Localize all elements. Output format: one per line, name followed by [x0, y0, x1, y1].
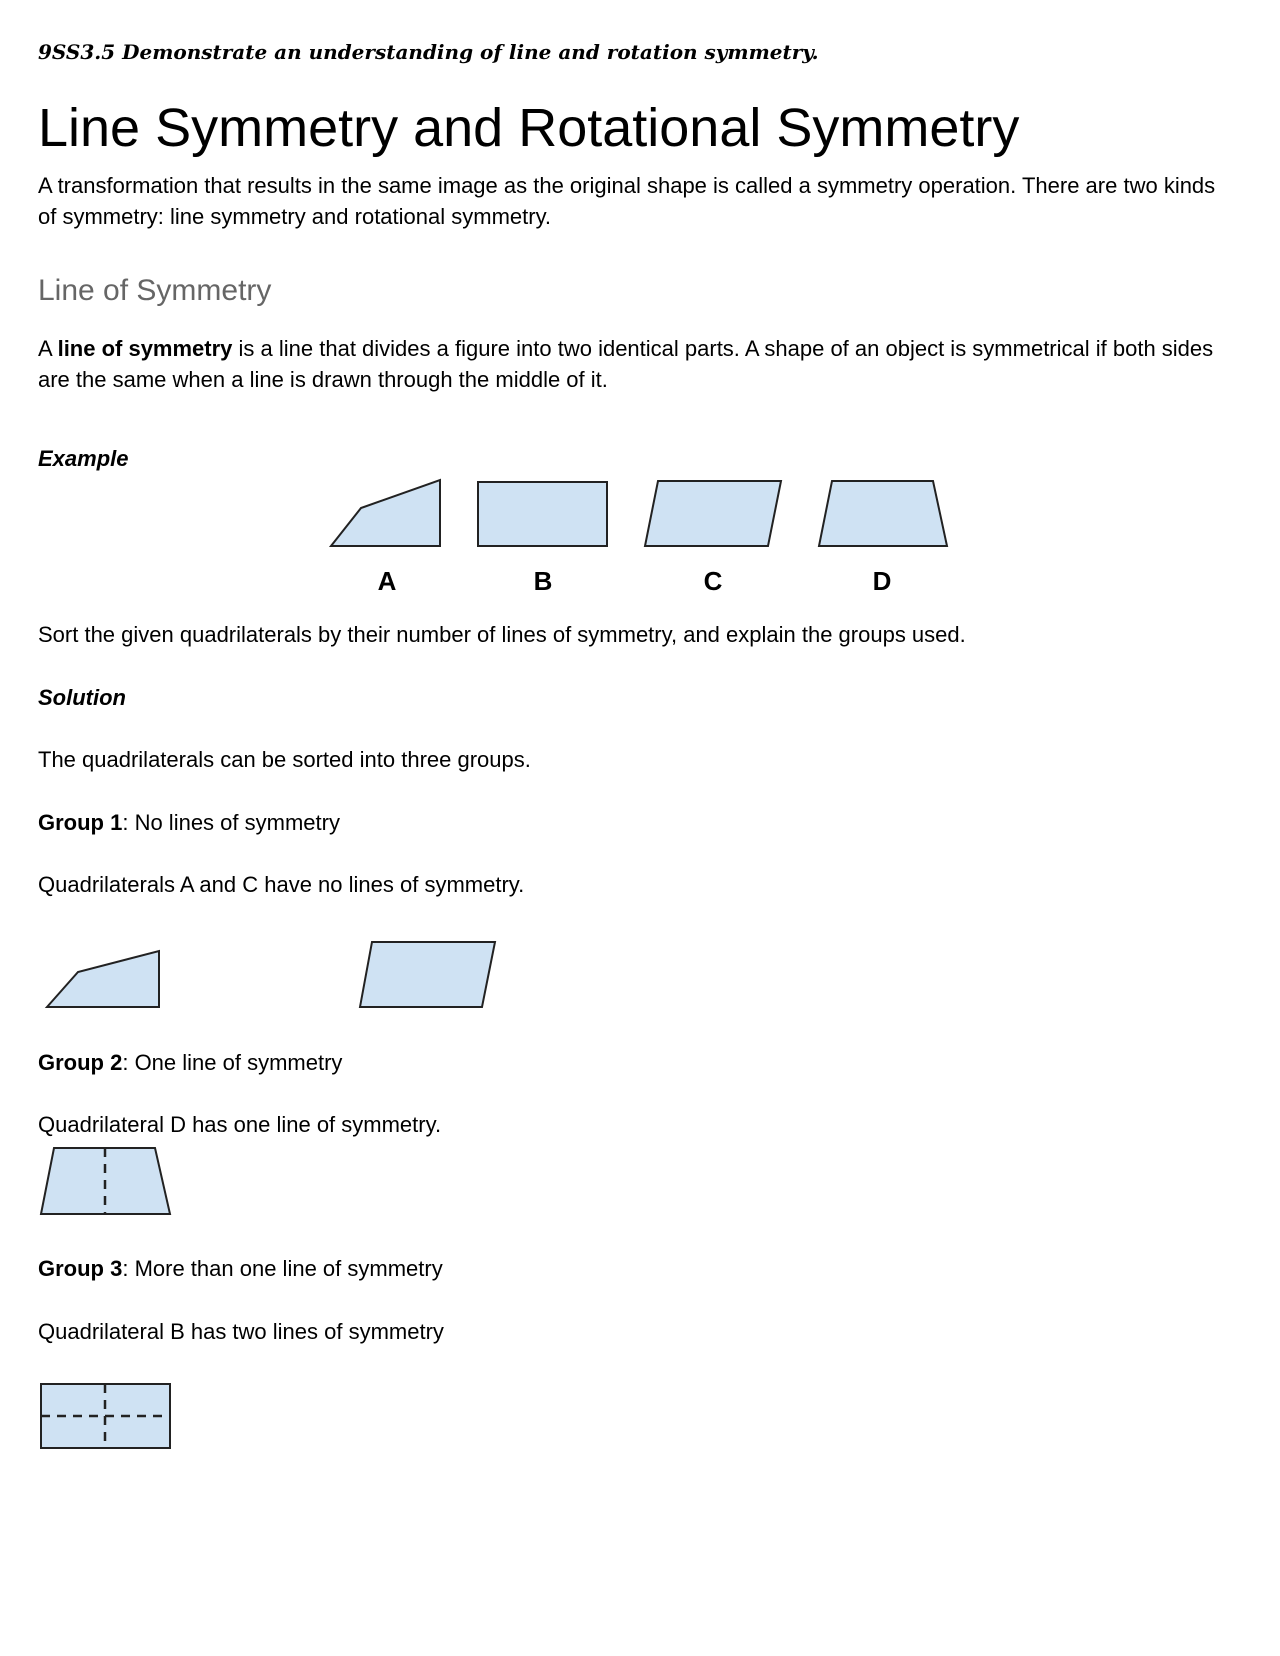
definition-term: line of symmetry	[57, 336, 233, 361]
group-1-label: Group 1	[38, 810, 123, 835]
solution-intro: The quadrilaterals can be sorted into three groups.	[38, 747, 531, 772]
intro-paragraph: A transformation that results in the same image as the original shape is called a symmetry operation. There are two kinds of symmetry: line symmetry and rotational symmetry.	[38, 173, 1216, 229]
group-1-quadrilateral-a	[47, 951, 159, 1007]
example-quadrilaterals-figure	[0, 0, 1280, 620]
group-2-label: Group 2	[38, 1050, 123, 1075]
group-1-quadrilateral-c	[360, 942, 495, 1007]
example-label: Example	[38, 446, 129, 471]
group-1-heading	[38, 810, 340, 836]
group-1-shapes-figure	[0, 920, 560, 1020]
group-2-heading	[38, 1050, 342, 1076]
group-3-heading	[38, 1256, 443, 1282]
group-1-description: Quadrilaterals A and C have no lines of symmetry.	[38, 872, 525, 897]
definition-prefix: A	[38, 336, 58, 361]
group-2-shape-figure	[0, 1140, 200, 1220]
definition-rest: is a line that divides a figure into two identical parts. A shape of an object is symmetrical if both sides are the same when a line is drawn through the middle of it.	[38, 336, 1214, 392]
section-heading: Line of Symmetry	[38, 274, 272, 307]
group-1-title: : No lines of symmetry	[122, 810, 340, 835]
quadrilateral-c-shape	[645, 481, 781, 546]
page-title: Line Symmetry and Rotational Symmetry	[38, 98, 1020, 158]
curriculum-outcome: 9SS3.5 Demonstrate an understanding of line and rotation symmetry.	[38, 40, 819, 64]
group-2-title: : One line of symmetry	[122, 1050, 343, 1075]
group-3-label: Group 3	[38, 1256, 123, 1281]
group-3-shape-figure	[0, 1380, 200, 1460]
shape-label-d: D	[872, 566, 892, 596]
shape-label-c: C	[703, 566, 723, 596]
quadrilateral-b-shape	[478, 482, 607, 546]
solution-label: Solution	[38, 685, 126, 710]
task-text: Sort the given quadrilaterals by their number of lines of symmetry, and explain the groups used.	[38, 622, 966, 647]
group-2-description: Quadrilateral D has one line of symmetry.	[38, 1112, 442, 1137]
group-3-title: : More than one line of symmetry	[122, 1256, 443, 1281]
quadrilateral-a-shape	[331, 480, 440, 546]
shape-label-b: B	[533, 566, 553, 596]
group-3-description: Quadrilateral B has two lines of symmetry	[38, 1319, 444, 1344]
quadrilateral-d-shape	[819, 481, 947, 546]
shape-label-a: A	[377, 566, 397, 596]
